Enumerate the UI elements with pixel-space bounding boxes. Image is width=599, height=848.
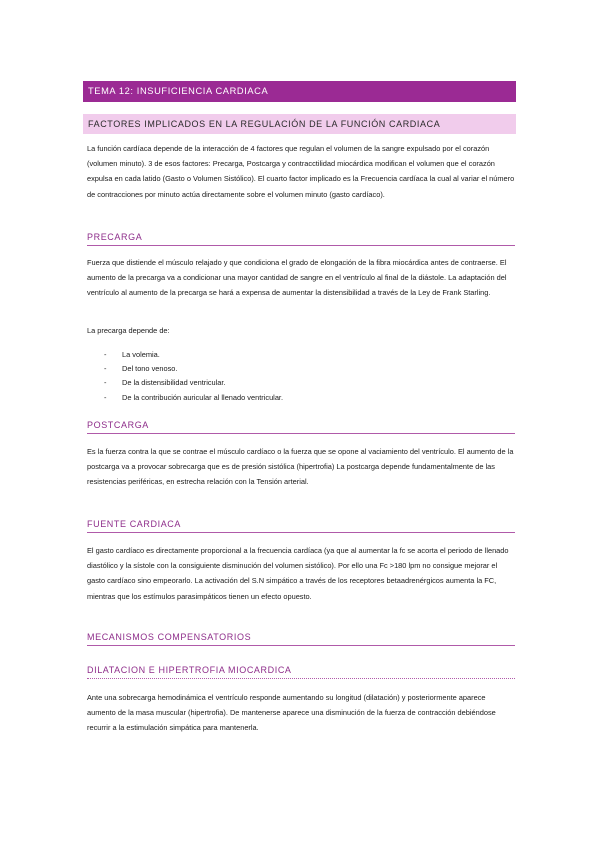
bullet-dash: - xyxy=(104,392,107,402)
list-item: - De la contribución auricular al llenado ventricular. xyxy=(104,391,504,405)
fuente-paragraph: El gasto cardíaco es directamente proporcional a la frecuencia cardíaca (ya que al aumentar la fc se acorta el periodo de llenado diastólico y la sístole con la consiguiente disminución del volumen sistólico). Por ello una Fc >180 lpm no consigue mejorar el gasto cardíaco sino empeorarlo. La activación del S.N simpático a través de los receptores betaadrenérgicos aumenta la FC, mientras que los estímulos parasimpáticos tienen un efecto opuesto. xyxy=(87,546,509,601)
precarga-heading: PRECARGA xyxy=(87,232,515,246)
bullet-dash: - xyxy=(104,350,107,359)
list-item: - La volemia. xyxy=(104,348,504,362)
postcarga-heading: POSTCARGA xyxy=(87,420,515,434)
mecanismos-heading: MECANISMOS COMPENSATORIOS xyxy=(87,632,515,646)
precarga-list xyxy=(104,348,504,405)
page-title: TEMA 12: INSUFICIENCIA CARDIACA xyxy=(83,81,516,102)
dilatacion-paragraph: Ante una sobrecarga hemodinámica el ventrículo responde aumentando su longitud (dilatación) y posteriormente aparece aumento de la masa muscular (hipertrofia). De mantenerse aparece una disminución de la fuerza de contracción debiéndose recurrir a la estimulación simpática para mantenerla. xyxy=(87,693,496,733)
intro-paragraph: La función cardíaca depende de la interacción de 4 factores que regulan el volumen de la sangre expulsado por el corazón (volumen minuto). 3 de esos factores: Precarga, Postcarga y contracctilidad miocárdica modifican el volumen que el corazón expulsa en cada latido (Gasto o Volumen Sistólico). El cuarto factor implicado es la Frecuencia cardíaca la cual al variar el número de contracciones por minuto actúa directamente sobre el volumen minuto (gasto cardíaco). xyxy=(87,144,515,199)
list-item: - Del tono venoso. xyxy=(104,362,504,376)
precarga-depends-label: La precarga depende de: xyxy=(87,326,170,335)
bullet-dash: - xyxy=(104,364,107,374)
dilatacion-heading: DILATACION E HIPERTROFIA MIOCARDICA xyxy=(87,665,515,679)
bullet-dash: - xyxy=(104,378,107,388)
list-item: - De la distensibilidad ventricular. xyxy=(104,376,504,390)
postcarga-paragraph: Es la fuerza contra la que se contrae el músculo cardíaco o la fuerza que se opone al vaciamiento del ventrículo. El aumento de la postcarga va a provocar sobrecarga que es de presión sistólica (hipertrofia) La postcarga depende fundamentalmente de las resistencias periféricas, en estrecha relación con la Tensión arterial. xyxy=(87,447,514,487)
section-title: FACTORES IMPLICADOS EN LA REGULACIÓN DE LA FUNCIÓN CARDIACA xyxy=(83,114,516,134)
precarga-paragraph: Fuerza que distiende el músculo relajado y que condiciona el grado de elongación de la fibra miocárdica antes de contraerse. El aumento de la precarga va a condicionar una mayor cantidad de sangre en el ventrículo al final de la diástole. La adaptación del ventrículo al aumento de la precarga se hará a expensa de aumentar la distensibilidad a través de la Ley de Frank Starling. xyxy=(87,258,507,298)
fuente-heading: FUENTE CARDIACA xyxy=(87,519,515,533)
